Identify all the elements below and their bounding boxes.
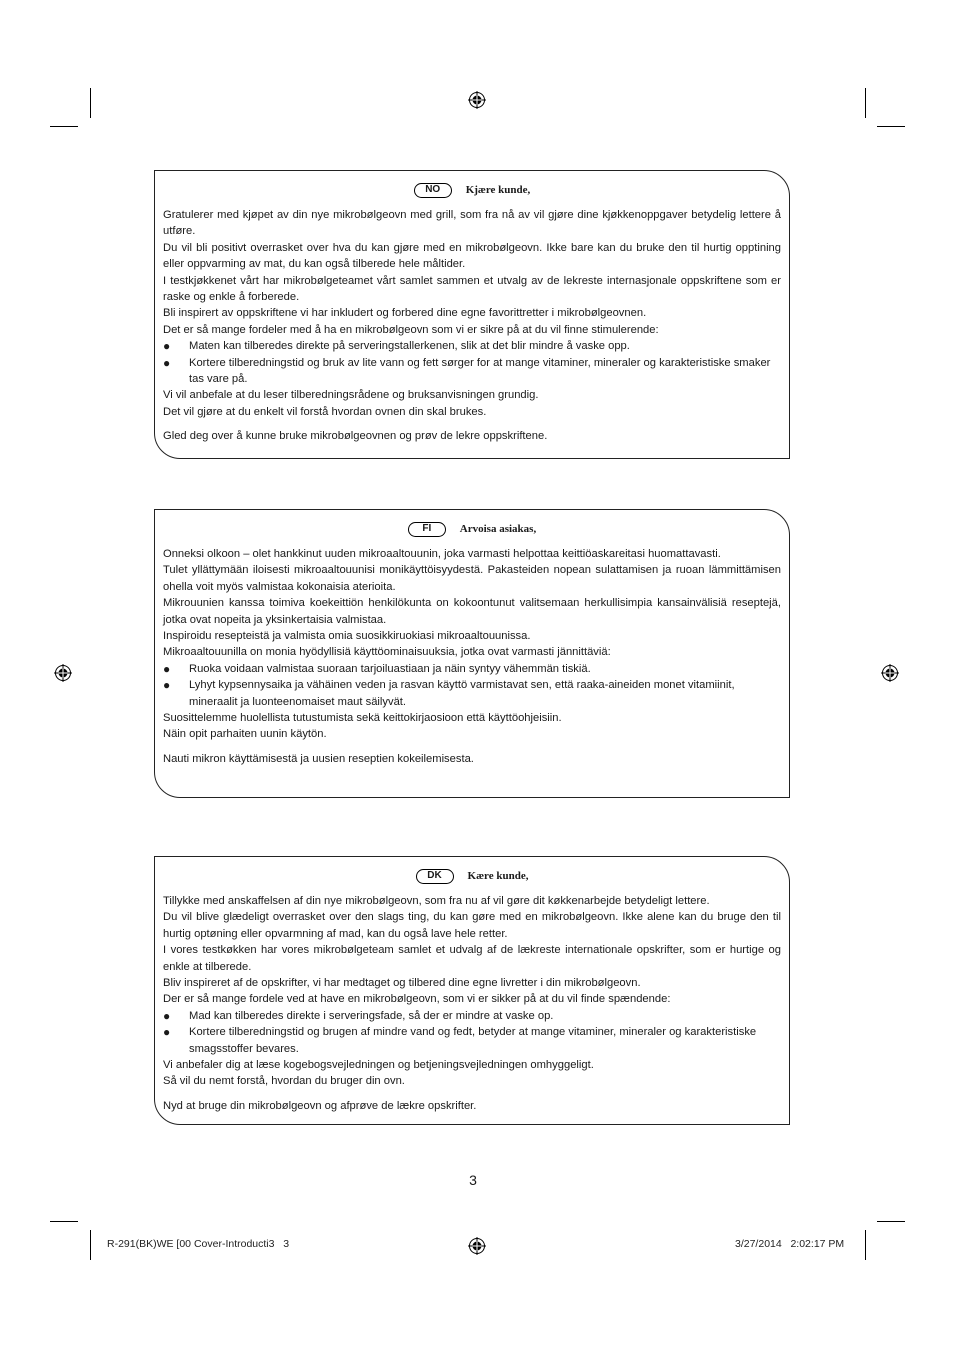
footer-timestamp: 3/27/2014 2:02:17 PM xyxy=(735,1238,845,1250)
bullet-item: ● Ruoka voidaan valmistaa suoraan tarjoiluastiaan ja näin syntyy vähemmän tiskiä. xyxy=(163,661,591,676)
paragraph: Tulet yllättymään iloisesti mikroaaltouunisi monikäyttöisyydestä. Pakasteiden nopean sulattamisen ja ruoan lämmittämisen ohella voit myös valmistaa kokonaisia aterioita. xyxy=(163,564,781,593)
crop-mark xyxy=(877,1221,905,1222)
bullet-icon: ● xyxy=(163,355,171,370)
crop-mark xyxy=(877,126,905,127)
footer-file-info: R-291(BK)WE [00 Cover-Introducti3 3 xyxy=(107,1238,290,1250)
bullet-icon: ● xyxy=(163,339,171,354)
registration-mark-icon xyxy=(54,664,72,682)
closing-line: Nyd at bruge din mikrobølgeovn og afprøve de lækre opskrifter. xyxy=(163,1099,477,1112)
closing-line: Nauti mikron käyttämisestä ja uusien reseptien kokeilemisesta. xyxy=(163,752,474,765)
section-dk xyxy=(154,856,790,1125)
crop-mark xyxy=(865,88,866,118)
greeting: Kjære kunde, xyxy=(465,184,531,196)
section-no xyxy=(154,170,790,459)
bullet-icon: ● xyxy=(163,661,171,676)
paragraph: Du vil blive glædeligt overrasket over den slags ting, du kan gøre med en mikrobølgeovn. Ikke alene kan du bruge den til hurtig optøning eller opvarmning af mad, kan du også lave hele retter. xyxy=(163,911,781,940)
registration-mark-icon xyxy=(468,91,486,109)
crop-mark xyxy=(50,1221,78,1222)
paragraph: Bli inspirert av oppskriftene vi har inkludert og forbered dine egne favorittretter i mikrobølgeovnen. xyxy=(163,307,647,320)
bullet-item: ● Kortere tilberedningstid og brugen af mindre vand og fedt, betyder at mange vitaminer, mineraler og karakteristiske smagsstoffer bevares. xyxy=(163,1024,781,1057)
paragraph: Vi vil anbefale at du leser tilberedningsrådene og bruksanvisningen grundig. xyxy=(163,389,539,402)
bullet-icon: ● xyxy=(163,1008,171,1023)
paragraph: Bliv inspireret af de opskrifter, vi har medtaget og tilbered dine egne livretter i din mikrobølgeovn. xyxy=(163,977,641,990)
crop-mark xyxy=(90,88,91,118)
bullet-item: ● Maten kan tilberedes direkte på serveringstallerkenen, slik at det blir mindre å vaske opp. xyxy=(163,339,630,354)
paragraph: Der er så mange fordele ved at have en mikrobølgeovn, som vi er sikker på at du vil finde spændende: xyxy=(163,993,671,1006)
bullet-icon: ● xyxy=(163,678,171,693)
language-badge: DK xyxy=(416,869,454,884)
paragraph: Suosittelemme huolellista tutustumista sekä keittokirjaosioon että käyttöohjeisiin. xyxy=(163,712,562,725)
section-fi xyxy=(154,509,790,798)
paragraph: Vi anbefaler dig at læse kogebogsvejledningen og betjeningsvejledningen omhyggeligt. xyxy=(163,1059,594,1072)
paragraph: Det vil gjøre at du enkelt vil forstå hvordan ovnen din skal brukes. xyxy=(163,405,487,418)
crop-mark xyxy=(50,126,78,127)
greeting: Kære kunde, xyxy=(467,870,529,882)
bullet-item: ● Kortere tilberedningstid og bruk av lite vann og fett sørger for at mange vitaminer, mineraler og karakteristiske smaker tas vare på. xyxy=(163,355,781,388)
paragraph: Gratulerer med kjøpet av din nye mikrobølgeovn med grill, som fra nå av vil gjøre dine kjøkkenoppgaver betydelig lettere å utføre. xyxy=(163,209,781,238)
crop-mark xyxy=(865,1230,866,1260)
paragraph: Inspiroidu resepteistä ja valmista omia suosikkiruokiasi mikroaaltouunissa. xyxy=(163,630,531,643)
paragraph: Onneksi olkoon – olet hankkinut uuden mikroaaltouunin, joka varmasti helpottaa keittiöaskareitasi huomattavasti. xyxy=(163,548,721,560)
bullet-item: ● Lyhyt kypsennysaika ja vähäinen veden ja rasvan käyttö varmistavat sen, että raaka-aineiden monet vitamiinit, mineraalit ja luonteenomaiset maut säilyvät. xyxy=(163,677,781,710)
paragraph: Näin opit parhaiten uunin käytön. xyxy=(163,728,327,741)
page-number: 3 xyxy=(469,1172,477,1188)
language-badge: FI xyxy=(408,522,446,537)
bullet-item: ● Mad kan tilberedes direkte i serveringsfade, så der er mindre at vaske op. xyxy=(163,1008,554,1023)
section-header xyxy=(163,179,781,201)
paragraph: I testkjøkkenet vårt har mikrobølgeteamet vårt samlet sammen et utvalg av de lekreste internasjonale oppskriftene som er raske og enkle å forberede. xyxy=(163,274,781,304)
greeting: Arvoisa asiakas, xyxy=(459,523,537,535)
registration-mark-icon xyxy=(468,1237,486,1255)
section-header xyxy=(163,865,781,887)
paragraph: Tillykke med anskaffelsen af din nye mikrobølgeovn, som fra nu af vil gøre dit køkkenarbejde betydeligt lettere. xyxy=(163,895,710,907)
closing-line: Gled deg over å kunne bruke mikrobølgeovnen og prøv de lekre oppskriftene. xyxy=(163,430,548,443)
paragraph: Mikroaaltouunilla on monia hyödyllisiä käyttöominaisuuksia, jotka ovat varmasti jännittäviä: xyxy=(163,646,611,659)
paragraph: Du vil bli positivt overrasket over hva du kan gjøre med en mikrobølgeovn. Ikke bare kan du bruke den til hurtig opptining eller oppvarming av mat, du kan også tilberede hele måltider. xyxy=(163,241,781,271)
paragraph: Mikrouunien kanssa toimiva koekeittiön henkilökunta on kokoontunut valitsemaan herkullisimpia kansainvälisiä reseptejä, jotka ovat nopeita ja yksinkertaisia valmistaa. xyxy=(163,597,781,626)
paragraph: I vores testkøkken har vores mikrobølgeteam samlet et udvalg af de lækreste internationale opskrifter, som er hurtige og enkle at tilberede. xyxy=(163,944,781,973)
crop-mark xyxy=(90,1230,91,1260)
language-badge: NO xyxy=(414,183,452,198)
paragraph: Det er så mange fordeler med å ha en mikrobølgeovn som vi er sikre på at du vil finne stimulerende: xyxy=(163,323,659,336)
bullet-icon: ● xyxy=(163,1025,171,1040)
paragraph: Så vil du nemt forstå, hvordan du bruger din ovn. xyxy=(163,1075,405,1088)
registration-mark-icon xyxy=(881,664,899,682)
section-header xyxy=(163,518,781,540)
